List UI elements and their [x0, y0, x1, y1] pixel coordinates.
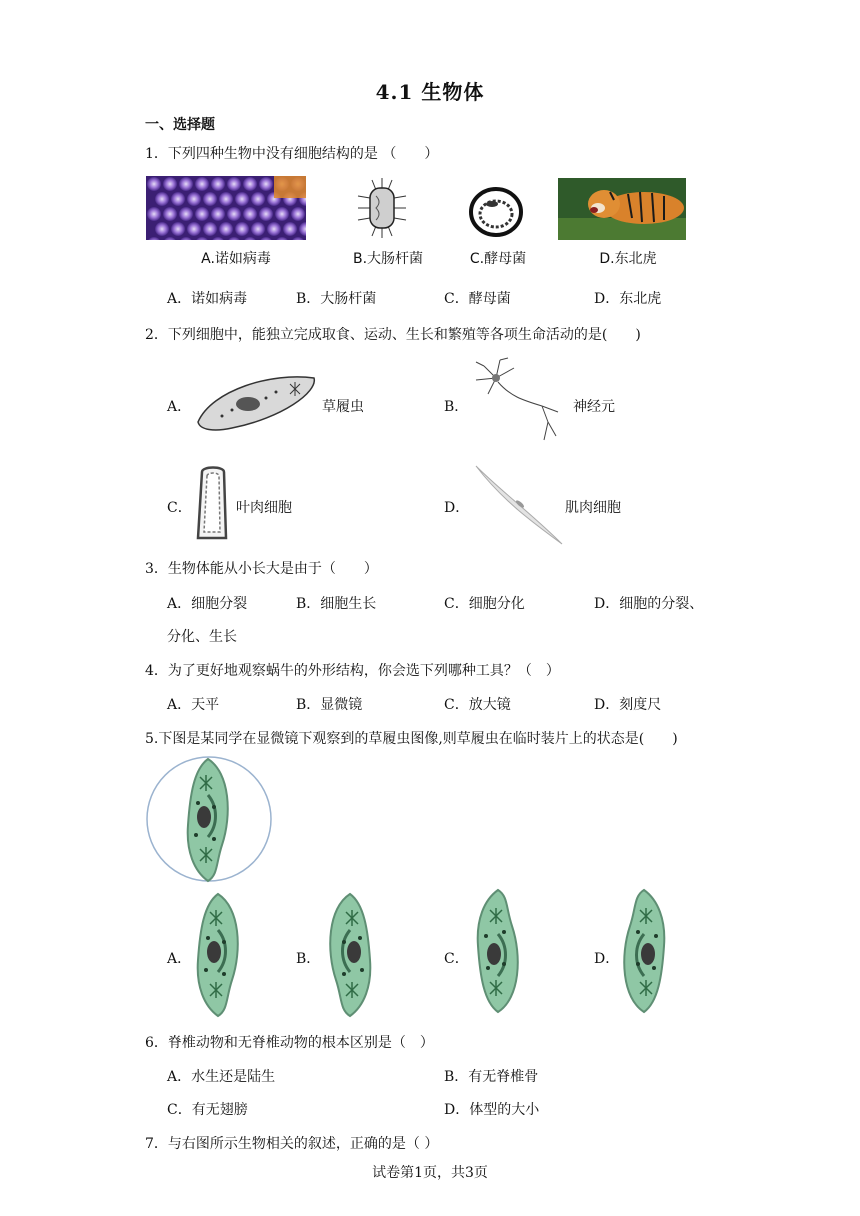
q5-option-a-image — [186, 888, 250, 1020]
q3-option-d-continuation: 分化、生长 — [167, 629, 237, 645]
question-5-stem: 5.下图是某同学在显微镜下观察到的草履虫图像,则草履虫在临时装片上的状态是( ) — [145, 731, 678, 747]
q2-letter-c: C． — [167, 500, 192, 516]
tiger-image — [558, 178, 686, 240]
q4-option-a: A．天平 — [167, 697, 220, 713]
q1-option-b: B．大肠杆菌 — [296, 291, 377, 307]
q5-option-c-image — [466, 888, 530, 1020]
leaf-cell-drawing — [192, 464, 234, 544]
q2-label-b: 神经元 — [573, 399, 615, 415]
q6-option-a: A．水生还是陆生 — [167, 1069, 276, 1085]
q3-option-b: B．细胞生长 — [296, 596, 377, 612]
q1-image-label-c: C.酵母菌 — [469, 251, 527, 267]
q1-option-d: D．东北虎 — [594, 291, 662, 307]
q2-letter-d: D． — [444, 500, 470, 516]
question-2-stem: 2．下列细胞中，能独立完成取食、运动、生长和繁殖等各项生命活动的是( ) — [145, 327, 641, 343]
page-title: 4.1 生物体 — [375, 80, 485, 104]
question-7-stem: 7．与右图所示生物相关的叙述，正确的是（ ） — [145, 1136, 439, 1152]
question-1-stem: 1．下列四种生物中没有细胞结构的是 （ ） — [145, 146, 439, 162]
q3-option-a: A．细胞分裂 — [167, 596, 248, 612]
norovirus-image — [146, 176, 306, 240]
section-heading: 一、选择题 — [145, 117, 215, 133]
q5-letter-b: B． — [296, 951, 321, 967]
q5-letter-c: C． — [444, 951, 469, 967]
yeast-image — [468, 186, 524, 238]
q1-option-a: A．诺如病毒 — [167, 291, 248, 307]
bacterium-image — [352, 176, 412, 240]
q1-image-label-b: B.大肠杆菌 — [352, 251, 424, 267]
question-4-stem: 4．为了更好地观察蜗牛的外形结构，你会选下列哪种工具？（ ） — [145, 663, 560, 679]
q3-option-d: D．细胞的分裂、 — [594, 596, 704, 612]
q3-option-c: C．细胞分化 — [444, 596, 525, 612]
q5-option-d-image — [614, 888, 678, 1020]
q6-option-c: C．有无翅膀 — [167, 1102, 248, 1118]
question-6-stem: 6．脊椎动物和无脊椎动物的根本区别是（ ） — [145, 1035, 434, 1051]
q4-option-d: D．刻度尺 — [594, 697, 662, 713]
q1-option-c: C．酵母菌 — [444, 291, 511, 307]
q1-image-label-d: D.东北虎 — [599, 251, 657, 267]
q2-label-c: 叶肉细胞 — [236, 500, 292, 516]
q1-image-label-a: A.诺如病毒 — [201, 251, 271, 267]
paramecium-drawing — [192, 370, 320, 434]
q4-option-c: C．放大镜 — [444, 697, 511, 713]
q4-option-b: B．显微镜 — [296, 697, 363, 713]
q2-label-a: 草履虫 — [322, 399, 364, 415]
microscope-view-image — [145, 752, 273, 886]
q5-letter-d: D． — [594, 951, 620, 967]
q6-option-b: B．有无脊椎骨 — [444, 1069, 539, 1085]
question-3-stem: 3．生物体能从小长大是由于（ ） — [145, 561, 378, 577]
muscle-cell-drawing — [472, 462, 568, 548]
q2-letter-a: A． — [167, 399, 192, 415]
neuron-drawing — [470, 356, 570, 448]
q5-option-b-image — [320, 888, 384, 1020]
q2-label-d: 肌肉细胞 — [565, 500, 621, 516]
q5-letter-a: A． — [167, 951, 192, 967]
page-footer: 试卷第1页，共3页 — [372, 1165, 488, 1181]
q2-letter-b: B． — [444, 399, 469, 415]
q6-option-d: D．体型的大小 — [444, 1102, 540, 1118]
